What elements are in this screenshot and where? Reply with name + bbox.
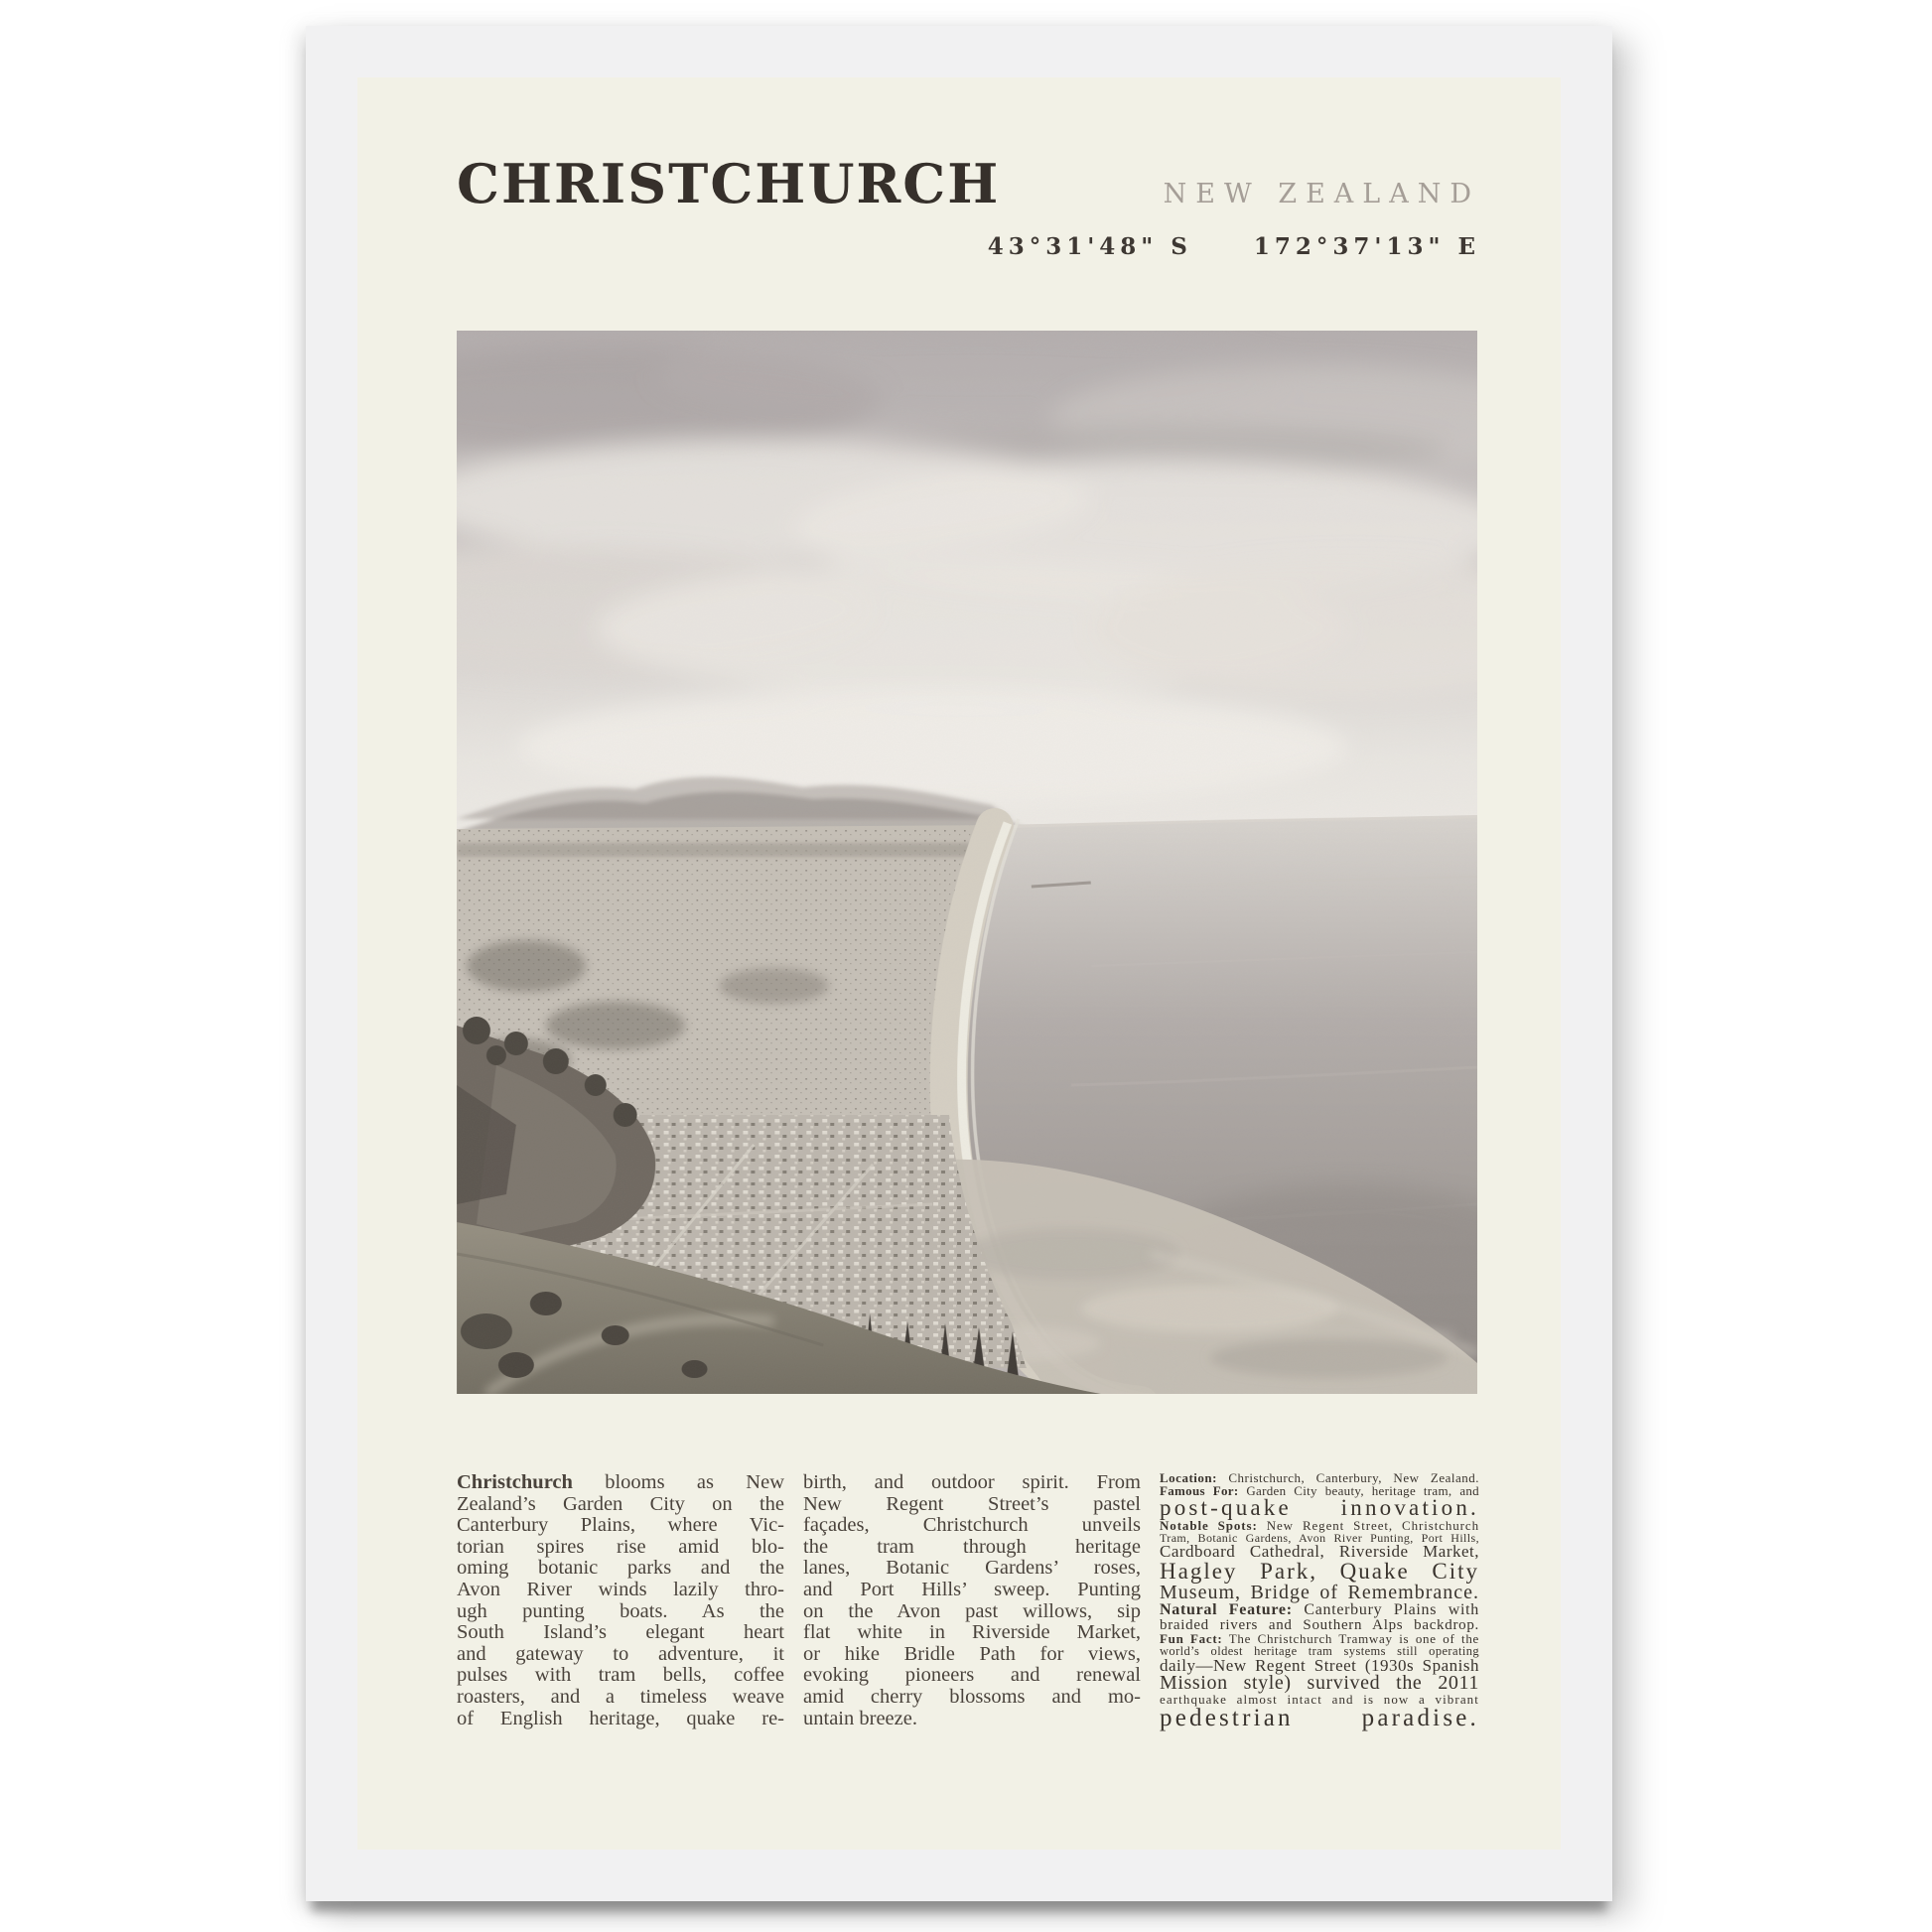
text-line: Location: Christchurch, Canterbury, New Zealand.	[1160, 1470, 1479, 1485]
poster-title: CHRISTCHURCH	[457, 152, 1001, 215]
text-line: the tram through heritage	[803, 1535, 1141, 1558]
text-line: Natural Feature: Canterbury Plains with	[1160, 1601, 1480, 1619]
coordinate-latitude: 43°31'48" S	[987, 233, 1192, 260]
text-line: Mission style) survived the 2011	[1160, 1672, 1479, 1695]
coordinates	[988, 233, 1480, 260]
text-line: daily—New Regent Street (1930s Spanish	[1160, 1655, 1479, 1675]
coordinate-longitude: 172°37'13" E	[1253, 233, 1480, 260]
text-line: of English heritage, quake re-	[457, 1707, 784, 1729]
text-line: oming botanic parks and the	[457, 1557, 784, 1580]
body-column-2	[803, 1472, 1141, 1730]
text-line: earthquake almost intact and is now a vibrant	[1160, 1691, 1479, 1707]
text-line: South Island’s elegant heart	[457, 1621, 784, 1644]
text-line: Christchurch blooms as New	[457, 1471, 784, 1493]
text-line: amid cherry blossoms and mo-	[803, 1685, 1141, 1708]
poster-mat	[357, 77, 1561, 1850]
text-line: Cardboard Cathedral, Riverside Market,	[1160, 1542, 1479, 1562]
text-line: torian spires rise amid blo-	[457, 1535, 784, 1558]
text-line: pedestrian paradise.	[1160, 1704, 1479, 1731]
text-line: world’s oldest heritage tram systems still operating	[1160, 1644, 1479, 1659]
text-line: Notable Spots: New Regent Street, Christchurch	[1160, 1518, 1479, 1533]
body-column-1	[457, 1472, 784, 1730]
photo-illustration	[457, 331, 1477, 1394]
text-line: Museum, Bridge of Remembrance.	[1160, 1581, 1479, 1603]
text-line: Canterbury Plains, where Vic-	[457, 1514, 784, 1537]
christchurch-photo	[457, 331, 1477, 1394]
text-line: on the Avon past willows, sip	[803, 1599, 1141, 1622]
text-line: and gateway to adventure, it	[457, 1642, 784, 1665]
text-line: pulses with tram bells, coffee	[457, 1664, 784, 1687]
text-line: Famous For: Garden City beauty, heritage tram, and	[1160, 1482, 1479, 1498]
body-text	[457, 1472, 1479, 1730]
text-line: Hagley Park, Quake City	[1160, 1559, 1479, 1585]
text-line: roasters, and a timeless weave	[457, 1685, 784, 1708]
country-label: NEW ZEALAND	[1163, 179, 1480, 209]
text-line: birth, and outdoor spirit. From	[803, 1471, 1141, 1493]
text-line: New Regent Street’s pastel	[803, 1492, 1141, 1515]
text-line: post-quake innovation.	[1160, 1495, 1479, 1521]
film-grain-overlay	[457, 331, 1477, 1394]
poster	[306, 26, 1612, 1901]
text-line: flat white in Riverside Market,	[803, 1621, 1141, 1644]
text-line: evoking pioneers and renewal	[803, 1664, 1141, 1687]
text-line: and Port Hills’ sweep. Punting	[803, 1578, 1141, 1600]
text-line: untain breeze.	[803, 1707, 917, 1729]
text-line: Avon River winds lazily thro-	[457, 1578, 784, 1600]
text-line: braided rivers and Southern Alps backdrop.	[1160, 1616, 1479, 1633]
text-line: Tram, Botanic Gardens, Avon River Punting, Port Hills,	[1160, 1530, 1479, 1545]
text-line: façades, Christchurch unveils	[803, 1514, 1141, 1537]
body-column-3	[1160, 1472, 1479, 1730]
text-line: or hike Bridle Path for views,	[803, 1642, 1141, 1665]
text-line: Zealand’s Garden City on the	[457, 1492, 784, 1515]
text-line: lanes, Botanic Gardens’ roses,	[803, 1557, 1141, 1580]
text-line: Fun Fact: The Christchurch Tramway is one of the	[1160, 1630, 1479, 1646]
text-line: ugh punting boats. As the	[457, 1599, 784, 1622]
